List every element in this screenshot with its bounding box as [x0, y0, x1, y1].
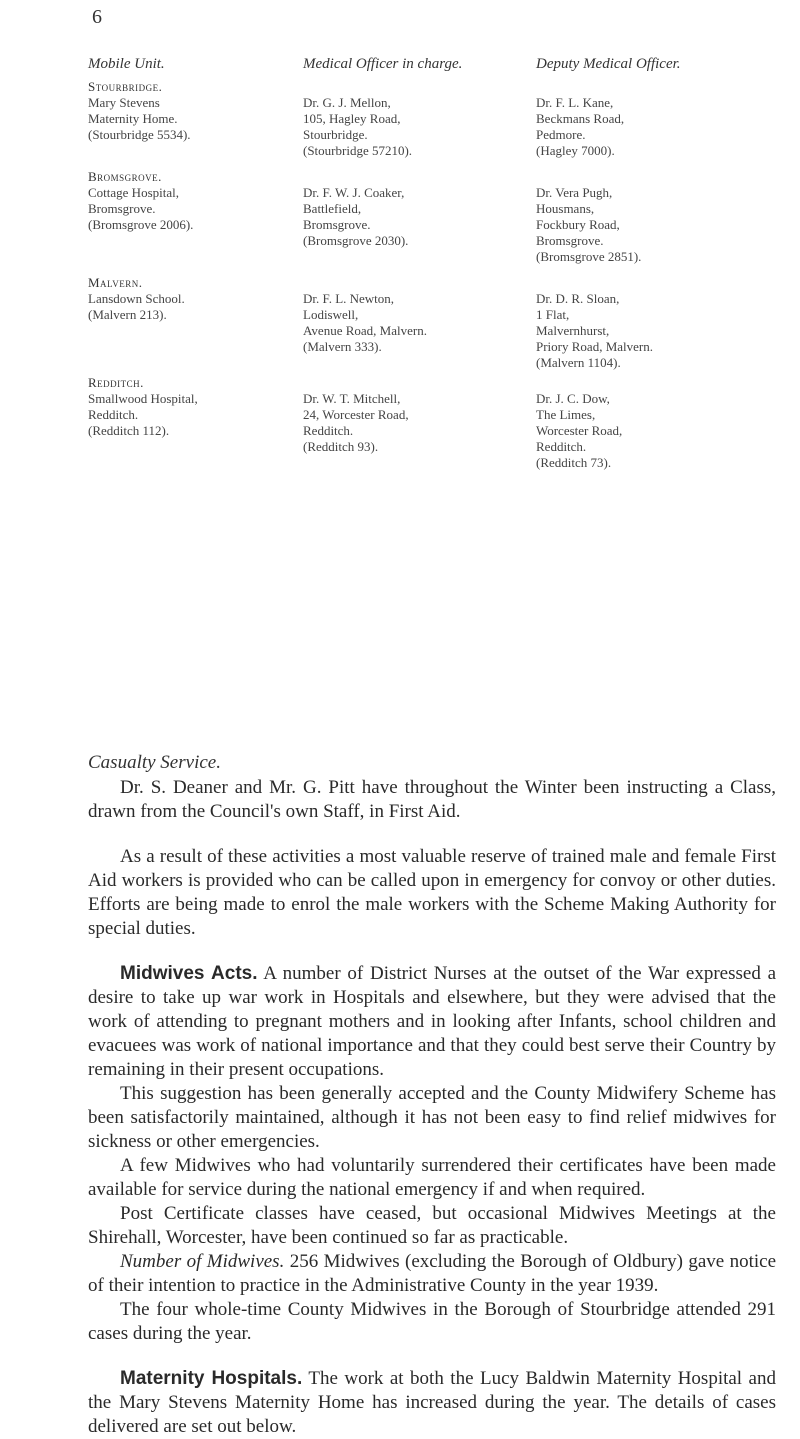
- deputy-line: Dr. J. C. Dow,: [536, 391, 610, 406]
- deputy-line: Dr. D. R. Sloan,: [536, 291, 620, 306]
- header-mobile-unit: Mobile Unit.: [88, 56, 165, 72]
- unit-name: Redditch.: [88, 375, 144, 390]
- unit-name: Bromsgrove.: [88, 169, 162, 184]
- header-medical-officer: Medical Officer in charge.: [303, 56, 463, 72]
- unit-name: Stourbridge.: [88, 79, 163, 94]
- casualty-paragraph-1: Dr. S. Deaner and Mr. G. Pitt have throughout the Winter been instructing a Class, drawn from the Council's own Staff, in First Aid.: [88, 777, 776, 822]
- unit-line: Redditch.: [88, 407, 139, 422]
- mobile-unit-cell: [88, 79, 303, 159]
- officer-line: Bromsgrove.: [303, 217, 371, 232]
- unit-line: (Malvern 213).: [88, 307, 167, 322]
- officer-line: Avenue Road, Malvern.: [303, 323, 427, 338]
- mobile-unit-cell: [88, 169, 303, 265]
- midwives-paragraph-1: [88, 962, 776, 1082]
- page-number: 6: [92, 6, 102, 28]
- medical-officers-table: [88, 56, 788, 471]
- deputy-line: Fockbury Road,: [536, 217, 620, 232]
- unit-line: Cottage Hospital,: [88, 185, 179, 200]
- deputy-line: 1 Flat,: [536, 307, 570, 322]
- officer-line: Battlefield,: [303, 201, 362, 216]
- deputy-line: Pedmore.: [536, 127, 586, 142]
- mobile-unit-cell: [88, 275, 303, 371]
- midwives-heading: Midwives Acts.: [120, 963, 258, 984]
- midwives-paragraph-2: This suggestion has been generally accepted and the County Midwifery Scheme has been satisfactorily maintained, although it has not been easy to find relief midwives for sickness or other emergencies.: [88, 1083, 776, 1152]
- table-header: [88, 56, 788, 73]
- deputy-line: (Malvern 1104).: [536, 355, 621, 370]
- deputy-line: Dr. F. L. Kane,: [536, 95, 614, 110]
- officer-line: Lodiswell,: [303, 307, 359, 322]
- officer-line: Dr. F. L. Newton,: [303, 291, 395, 306]
- unit-line: (Bromsgrove 2006).: [88, 217, 194, 232]
- officer-line: Dr. F. W. J. Coaker,: [303, 185, 405, 200]
- medical-officer-cell: [303, 79, 536, 159]
- medical-officer-cell: [303, 375, 536, 471]
- deputy-officer-cell: [536, 79, 788, 159]
- unit-line: Mary Stevens: [88, 95, 160, 110]
- unit-line: (Redditch 112).: [88, 423, 170, 438]
- midwives-paragraph-5: [88, 1250, 776, 1298]
- deputy-officer-cell: [536, 375, 788, 471]
- unit-line: Lansdown School.: [88, 291, 185, 306]
- number-of-midwives-label: Number of Midwives.: [120, 1251, 285, 1272]
- deputy-line: Housmans,: [536, 201, 595, 216]
- cell-spacer: [303, 375, 536, 391]
- deputy-line: (Bromsgrove 2851).: [536, 249, 642, 264]
- officer-line: (Bromsgrove 2030).: [303, 233, 409, 248]
- unit-line: Bromsgrove.: [88, 201, 156, 216]
- cell-spacer: [536, 169, 788, 185]
- deputy-line: (Redditch 73).: [536, 455, 612, 470]
- maternity-paragraph-1: [88, 1367, 776, 1439]
- maternity-heading: Maternity Hospitals.: [120, 1368, 303, 1389]
- cell-spacer: [303, 169, 536, 185]
- deputy-line: Beckmans Road,: [536, 111, 625, 126]
- deputy-line: Redditch.: [536, 439, 587, 454]
- table-row: [88, 375, 788, 471]
- midwives-paragraph-1-text: A number of District Nurses at the outset of the War expressed a desire to take up war work in Hospitals and elsewhere, but they were advised that the work of attending to pregnant mothers and in looking after Infants, school children and evacuees was work of national importance and that they could best serve their Country by remaining in their present occupations.: [88, 963, 776, 1080]
- officer-line: Dr. G. J. Mellon,: [303, 95, 391, 110]
- deputy-officer-cell: [536, 169, 788, 265]
- officer-line: Redditch.: [303, 423, 354, 438]
- midwives-paragraph-4: Post Certificate classes have ceased, but occasional Midwives Meetings at the Shirehall, Worcester, have been continued so far as practicable.: [88, 1203, 776, 1248]
- unit-line: Smallwood Hospital,: [88, 391, 198, 406]
- casualty-heading: Casualty Service.: [88, 752, 221, 773]
- maternity-paragraph-1-text: The work at both the Lucy Baldwin Maternity Hospital and the Mary Stevens Maternity Home has increased during the year. The details of cases delivered are set out below.: [88, 1368, 776, 1437]
- deputy-officer-cell: [536, 275, 788, 371]
- medical-officer-cell: [303, 275, 536, 371]
- officer-line: (Redditch 93).: [303, 439, 379, 454]
- officer-line: Dr. W. T. Mitchell,: [303, 391, 401, 406]
- mobile-unit-cell: [88, 375, 303, 471]
- deputy-line: Bromsgrove.: [536, 233, 604, 248]
- officer-line: (Stourbridge 57210).: [303, 143, 413, 158]
- officer-line: (Malvern 333).: [303, 339, 382, 354]
- header-deputy-officer: Deputy Medical Officer.: [536, 56, 681, 72]
- casualty-paragraph-2: As a result of these activities a most valuable reserve of trained male and female First Aid workers is provided who can be called upon in emergency for convoy or other duties. Efforts are being made to enrol the male workers with the Scheme Making Authority for special duties.: [88, 846, 776, 939]
- deputy-line: Dr. Vera Pugh,: [536, 185, 613, 200]
- deputy-line: (Hagley 7000).: [536, 143, 615, 158]
- table-body: [88, 79, 788, 471]
- cell-spacer: [536, 79, 788, 95]
- officer-line: 24, Worcester Road,: [303, 407, 409, 422]
- midwives-paragraph-6: The four whole-time County Midwives in the Borough of Stourbridge attended 291 cases during the year.: [88, 1299, 776, 1344]
- midwives-paragraph-5-text: 256 Midwives (excluding the Borough of Oldbury) gave notice of their intention to practice in the Administrative County in the year 1939.: [88, 1251, 777, 1296]
- deputy-line: Worcester Road,: [536, 423, 623, 438]
- medical-officer-cell: [303, 169, 536, 265]
- deputy-line: Priory Road, Malvern.: [536, 339, 653, 354]
- cell-spacer: [536, 275, 788, 291]
- officer-line: 105, Hagley Road,: [303, 111, 401, 126]
- cell-spacer: [536, 375, 788, 391]
- unit-line: Maternity Home.: [88, 111, 178, 126]
- deputy-line: The Limes,: [536, 407, 596, 422]
- table-row: [88, 79, 788, 159]
- cell-spacer: [303, 275, 536, 291]
- officer-line: Stourbridge.: [303, 127, 368, 142]
- cell-spacer: [303, 79, 536, 95]
- unit-name: Malvern.: [88, 275, 143, 290]
- unit-line: (Stourbridge 5534).: [88, 127, 191, 142]
- table-row: [88, 275, 788, 371]
- body-text: [88, 776, 776, 1439]
- midwives-paragraph-3: A few Midwives who had voluntarily surrendered their certificates have been made available for service during the national emergency if and when required.: [88, 1155, 776, 1200]
- deputy-line: Malvernhurst,: [536, 323, 610, 338]
- table-row: [88, 169, 788, 265]
